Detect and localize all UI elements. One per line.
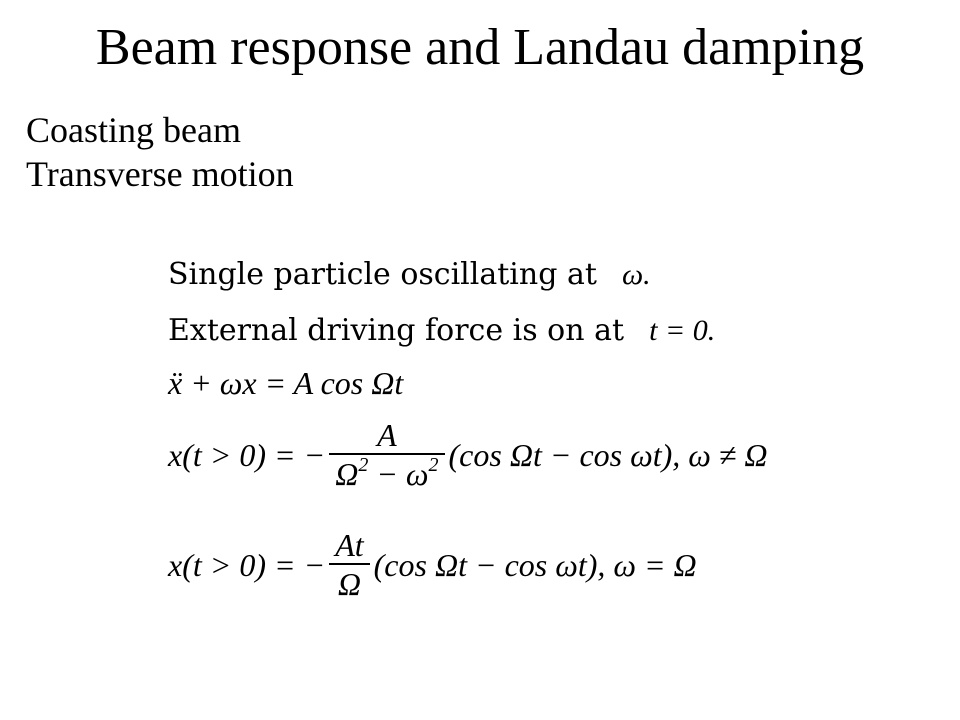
solution-lhs: x(t > 0) = − [168,546,326,583]
equation-line-text: Single particle oscillating at [168,257,597,292]
page-title: Beam response and Landau damping [95,19,865,76]
fraction-denominator [329,455,444,493]
fraction-numerator: A [377,417,397,453]
fraction-denominator: Ω [337,566,361,602]
subtitle-block [26,108,294,196]
fraction [329,417,444,493]
subtitle-transverse-motion: Transverse motion [26,154,294,194]
denominator-minus-omega: − ω [368,456,429,492]
equation-rhs: A cos Ωt [293,365,404,401]
denominator-omega-cap: Ω [335,456,359,492]
equation-area [168,245,848,615]
exponent: 2 [428,454,439,476]
omega-symbol: ω. [622,258,651,291]
equation-line-driving-force [168,311,715,351]
solution-rest: (cos Ωt − cos ωt), ω = Ω [373,546,697,583]
solution-on-resonance [168,525,697,605]
equation-line-text: External driving force is on at [168,313,625,348]
solution-rest: (cos Ωt − cos ωt), ω ≠ Ω [448,436,768,473]
fraction-numerator: At [335,527,364,563]
time-zero-expression: t = 0. [649,314,716,347]
exponent: 2 [358,454,369,476]
solution-lhs: x(t > 0) = − [168,436,326,473]
equation-line-single-particle [168,255,651,295]
equation-lhs: ẍ + ωx = [168,365,294,401]
fraction [329,527,369,603]
equation-of-motion [168,363,403,403]
subtitle-coasting-beam: Coasting beam [26,110,241,150]
solution-off-resonance [168,415,768,495]
